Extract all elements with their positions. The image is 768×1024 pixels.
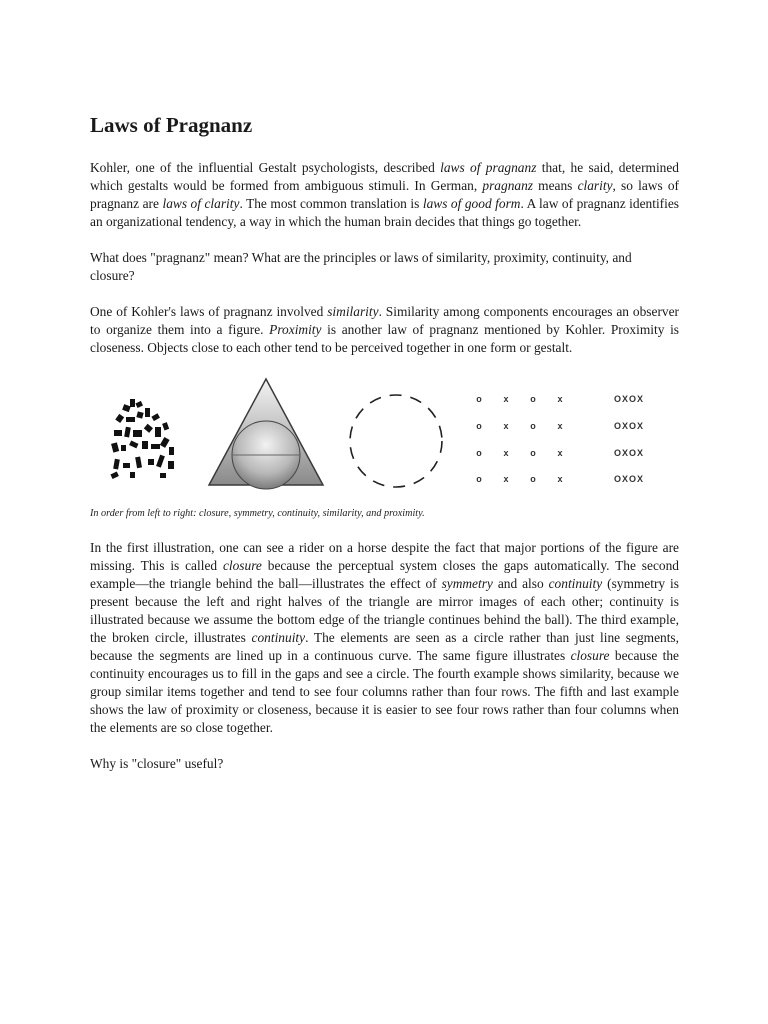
similarity-mark: o <box>476 474 482 484</box>
gestalt-illustrations <box>90 375 679 501</box>
symmetry-triangle-illustration <box>209 379 323 489</box>
similarity-mark: x <box>503 448 509 458</box>
proximity-row: OXOX <box>613 394 645 404</box>
emphasis-laws-of-pragnanz: laws of pragnanz <box>440 160 537 175</box>
proximity-grid <box>614 394 644 484</box>
proximity-row: OXOX <box>613 448 645 458</box>
emphasis-closure: closure <box>570 648 610 663</box>
text-run: is another law of pragnanz mentioned by Kohler. Proximity is closeness. Objects close to each other tend to be perceived together in one form or gestalt. <box>90 322 679 355</box>
continuity-broken-circle <box>350 395 442 487</box>
emphasis-laws-of-good-form: laws of good form <box>422 196 521 211</box>
similarity-mark: o <box>530 421 536 431</box>
similarity-mark: o <box>530 474 536 484</box>
emphasis-closure: closure <box>222 558 262 573</box>
emphasis-continuity: continuity <box>548 576 603 591</box>
page-title: Laws of Pragnanz <box>90 113 253 137</box>
text-run: , so laws of pragnanz are <box>90 178 680 211</box>
emphasis-similarity: similarity <box>327 304 379 319</box>
closure-rider-illustration <box>110 399 174 479</box>
emphasis-continuity: continuity <box>251 630 306 645</box>
similarity-mark: o <box>476 448 482 458</box>
similarity-mark: x <box>557 421 563 431</box>
proximity-row: OXOX <box>613 474 645 484</box>
text-run: In the first illustration, one can see a rider on a horse despite the fact that major portions of the figure are missing. This is called <box>90 540 679 573</box>
emphasis-pragnanz: pragnanz <box>482 178 533 193</box>
paragraph-similarity-proximity <box>90 303 679 357</box>
similarity-mark: x <box>557 394 563 404</box>
text-run: . The elements are seen as a circle rather than just line segments, because the segments are lined up in a continuous curve. The same figure illustrates <box>90 630 679 663</box>
similarity-mark: x <box>503 394 509 404</box>
text-run: Kohler, one of the influential Gestalt psychologists, described <box>90 160 441 175</box>
text-run: and also <box>492 576 549 591</box>
gestalt-figure <box>90 375 679 501</box>
text-run: because the continuity encourages us to fill in the gaps and see a circle. The fourth example shows similarity, because we group similar items together and tend to see four columns rather than four rows. The fifth and last example shows the law of proximity or closeness, because it is easier to see four rows rather than four columns when the elements are so close together. <box>90 648 679 735</box>
proximity-row: OXOX <box>613 421 645 431</box>
similarity-mark: o <box>530 394 536 404</box>
text-run: because the perceptual system closes the gaps automatically. The second example—the triangle behind the ball—illustrates the effect of <box>90 558 679 591</box>
text-run: One of Kohler's laws of pragnanz involved <box>90 304 328 319</box>
paragraph-closing-question: Why is "closure" useful? <box>90 756 224 771</box>
emphasis-proximity: Proximity <box>269 322 322 337</box>
text-run: . The most common translation is <box>239 196 423 211</box>
paragraph-question: What does "pragnanz" mean? What are the principles or laws of similarity, proximity, continuity, and closure? <box>90 250 632 283</box>
similarity-grid <box>476 394 562 484</box>
similarity-mark: x <box>503 421 509 431</box>
text-run: . Similarity among components encourages an observer to organize them into a figure. <box>90 304 679 337</box>
similarity-mark: o <box>476 394 482 404</box>
similarity-mark: o <box>476 421 482 431</box>
paragraph-explanation <box>90 539 679 737</box>
paragraph-intro <box>90 159 679 231</box>
document-page <box>90 112 679 791</box>
similarity-mark: x <box>557 448 563 458</box>
text-run: that, he said, determined which gestalts would be formed from ambiguous stimuli. In German, <box>90 160 680 193</box>
similarity-mark: x <box>503 474 509 484</box>
figure-caption: In order from left to right: closure, symmetry, continuity, similarity, and proximity. <box>90 508 425 519</box>
emphasis-symmetry: symmetry <box>441 576 493 591</box>
emphasis-clarity: clarity <box>577 178 613 193</box>
text-run: . A law of pragnanz identifies an organizational tendency, a way in which the human brain decides that things go together. <box>90 196 679 229</box>
emphasis-laws-of-clarity: laws of clarity <box>162 196 240 211</box>
similarity-mark: o <box>530 448 536 458</box>
text-run: (symmetry is present because the left and right halves of the triangle are mirror images of each other; continuity is illustrated because we assume the bottom edge of the triangle continues behind the ball). The third example, the broken circle, illustrates <box>90 576 679 645</box>
text-run: means <box>533 178 578 193</box>
similarity-mark: x <box>557 474 563 484</box>
